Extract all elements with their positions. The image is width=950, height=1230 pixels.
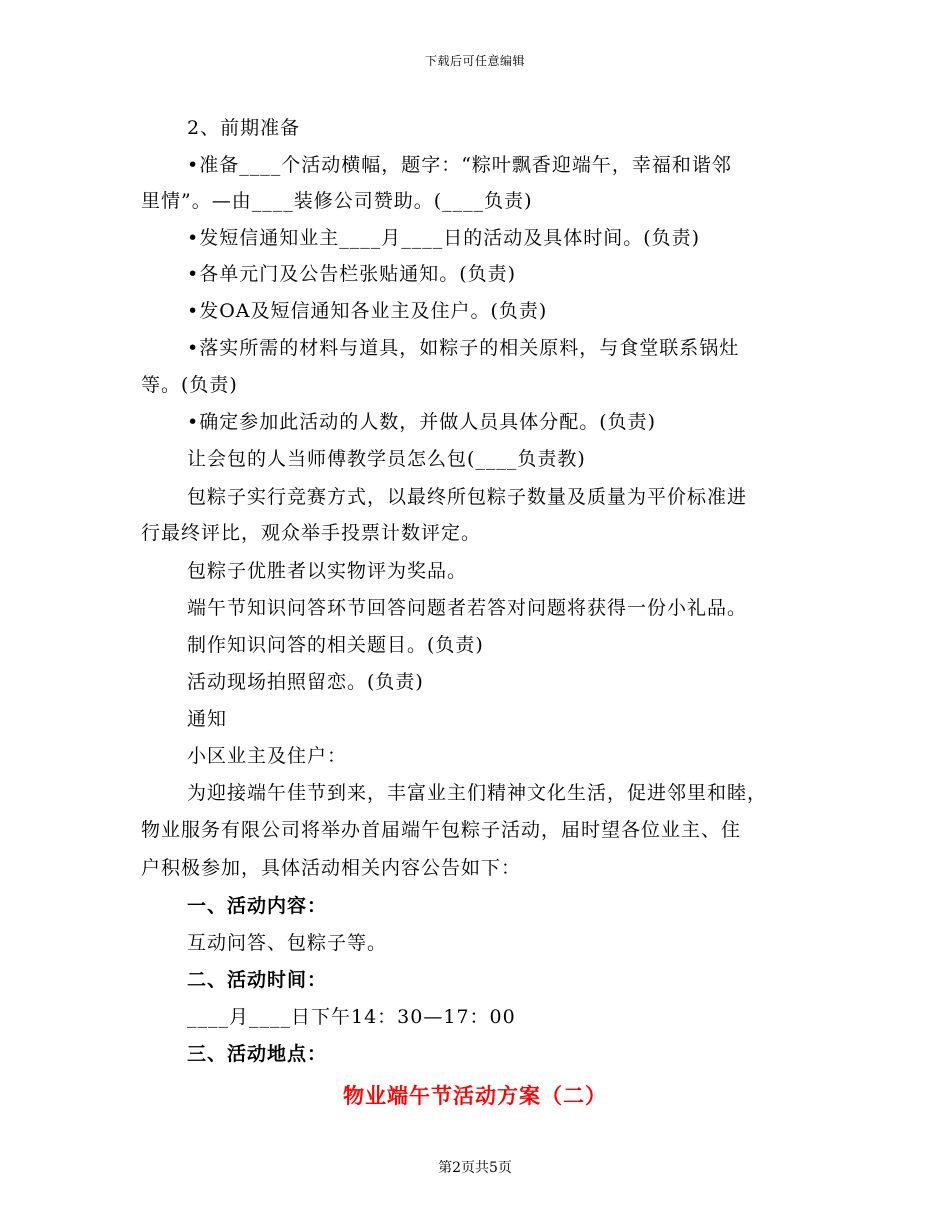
notice-body-line-2: 物业服务有限公司将举办首届端午包粽子活动，届时望各位业主、住 — [141, 819, 742, 841]
paragraph-competition-line-1: 包粽子实行竞赛方式，以最终所包粽子数量及质量为平价标准进 — [187, 486, 748, 508]
notice-salutation: 小区业主及住户： — [187, 745, 348, 767]
paragraph-competition-line-2: 行最终评比，观众举手投票计数评定。 — [141, 522, 482, 544]
paragraph-prize: 包粽子优胜者以实物评为奖品。 — [187, 560, 468, 582]
bullet-banner-line-2: 里情”。—由____装修公司赞助。(____负责) — [141, 190, 533, 212]
bullet-materials-line-1: •落实所需的材料与道具，如粽子的相关原料，与食堂联系锅灶 — [187, 337, 740, 359]
paragraph-quiz-questions: 制作知识问答的相关题目。(负责) — [187, 634, 484, 656]
notice-body-line-1: 为迎接端午佳节到来，丰富业主们精神文化生活，促进邻里和睦， — [187, 782, 768, 804]
activity-time-text: ____月____日下午14：30—17：00 — [187, 1006, 516, 1028]
bullet-materials-line-2: 等。(负责) — [141, 374, 238, 396]
bullet-participants: •确定参加此活动的人数，并做人员具体分配。(负责) — [187, 411, 657, 433]
bullet-oa-notice: •发OA及短信通知各业主及住户。(负责) — [187, 300, 548, 322]
bullet-post-notice: •各单元门及公告栏张贴通知。(负责) — [187, 263, 517, 285]
paragraph-photos: 活动现场拍照留恋。(负责) — [187, 671, 424, 693]
paragraph-teaching: 让会包的人当师傅教学员怎么包(____负责教) — [187, 448, 586, 470]
activity-content-heading: 一、活动内容： — [187, 895, 328, 917]
section-heading-preparation: 2、前期准备 — [187, 117, 301, 139]
activity-content-text: 互动问答、包粽子等。 — [187, 932, 388, 954]
document-title: 物业端午节活动方案（二） — [343, 1083, 607, 1108]
notice-heading: 通知 — [187, 708, 228, 730]
activity-location-heading: 三、活动地点： — [187, 1043, 328, 1065]
activity-time-heading: 二、活动时间： — [187, 969, 328, 991]
paragraph-quiz: 端午节知识问答环节回答问题者若答对问题将获得一份小礼品。 — [187, 597, 748, 619]
page-header: 下载后可任意编辑 — [424, 54, 525, 68]
bullet-sms-notice: •发短信通知业主____月____日的活动及具体时间。(负责) — [187, 227, 701, 249]
page-footer: 第2页共5页 — [438, 1160, 512, 1176]
notice-body-line-3: 户积极参加，具体活动相关内容公告如下： — [141, 857, 522, 879]
bullet-banner-line-1: •准备____个活动横幅，题字：“粽叶飘香迎端午，幸福和谐邻 — [187, 154, 732, 176]
